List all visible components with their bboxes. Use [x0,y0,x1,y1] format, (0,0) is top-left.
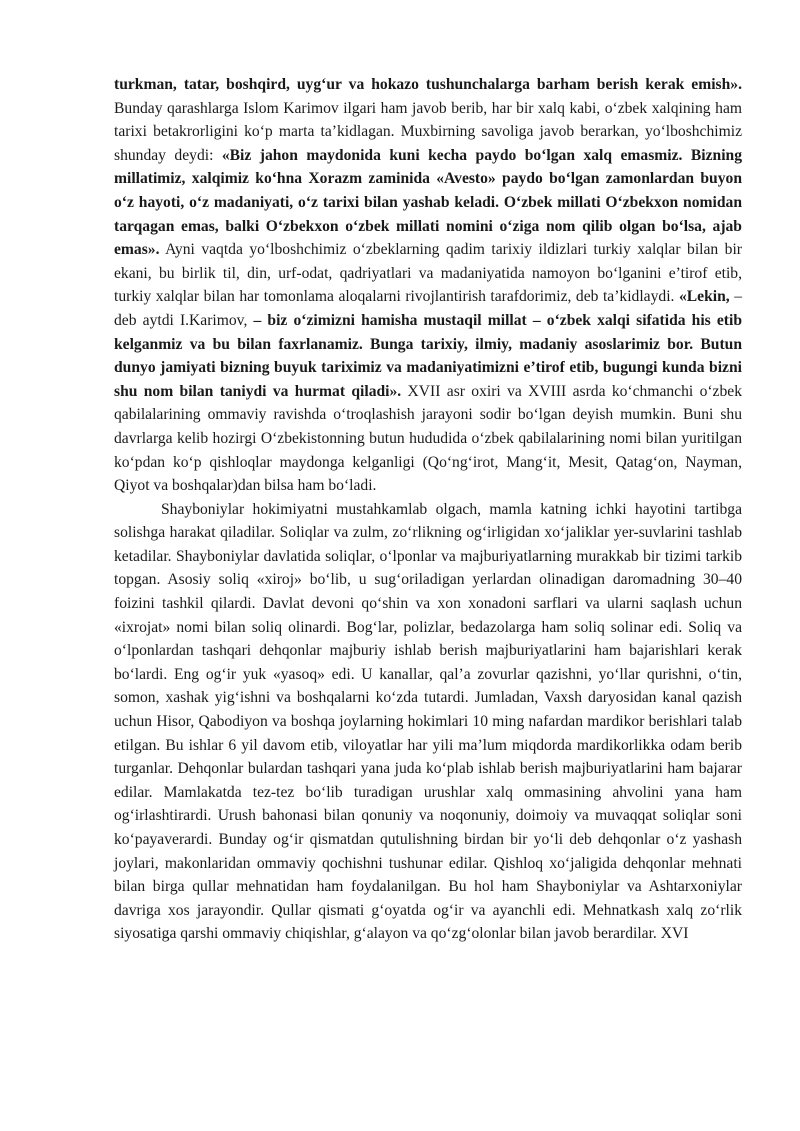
paragraph-2 [114,498,742,946]
text-run: – biz o‘zimizni hamisha mustaqil millat – o‘zbek xalqi sifatida his etib kelganmiz va bu bilan faxrlanamiz. Bunga tarixiy, ilmiy, madaniy asoslarimiz bor. Butun dunyo jamiyati bizning buyuk tariximiz va madaniyatimizni e’tirof etib, bugungi kunda bizni shu nom bilan taniydi va hurmat qiladi». [114,311,742,400]
paragraph-1 [114,73,742,498]
text-run: – deb aytdi I.Karimov, [114,288,742,329]
text-run: Bunday qarashlarga Islom Karimov ilgari ham javob berib, har bir xalq kabi, o‘zbek xalqining ham tarixi betakrorligini ko‘p marta ta’kidlagan. Muxbirning savoliga javob berarkan, yo‘lboshchimiz shunday deydi: [114,99,742,164]
text-run: XVII asr oxiri va XVIII asrda ko‘chmanchi o‘zbek qabilalarining ommaviy ravishda o‘troqlashish jarayoni sodir bo‘lgan deyish mumkin. Buni shu davrlarga kelib hozirgi O‘zbekistonning butun hududida o‘zbek qabilalarining nomi bilan yuritilgan ko‘pdan ko‘p qishloqlar maydonga kelganligi (Qo‘ng‘irot, Mang‘it, Mesit, Qatag‘on, Nayman, Qiyot va boshqalar)dan bilsa ham bo‘ladi. [114,382,742,495]
text-run: turkman, tatar, boshqird, uyg‘ur va hokazo tushunchalarga barham berish kerak emish». [114,76,742,93]
text-run: «Biz jahon maydonida kuni kecha paydo bo‘lgan xalq emasmiz. Bizning millatimiz, xalqimiz ko‘hna Xorazm zaminida «Avesto» paydo bo‘lgan zamonlardan buyon o‘z hayoti, o‘z madaniyati, o‘z tarixi bilan yashab keladi. O‘zbek millati O‘zbekxon nomidan tarqagan emas, balki O‘zbekxon o‘zbek millati nomini o‘ziga nom qilib olgan bo‘lsa, ajab emas». [114,146,742,259]
document-page [114,73,742,946]
text-run: Shayboniylar hokimiyatni mustahkamlab olgach, mamla katning ichki hayotini tartibga solishga harakat qiladilar. Soliqlar va zulm, zo‘rlikning og‘irligidan xo‘jaliklar yer-suvlarini tashlab ketadilar. Shayboniylar davlatida soliqlar, o‘lponlar va majburiyatlarning murakkab bir tizimi tarkib topgan. Asosiy soliq «xiroj» bo‘lib, u sug‘oriladigan yerlardan olinadigan daromadning 30–40 foizini tashkil qilardi. Davlat devoni qo‘shin va xon xonadoni sarflari va ularni saqlash uchun «ixrojat» nomi bilan soliq olinardi. Bog‘lar, polizlar, bedazolarga ham soliq solinar edi. Soliq va o‘lponlardan tashqari dehqonlar majburiy ishlab berish majburiyatlarini ham bajarishlari kerak bo‘lardi. Eng og‘ir yuk «yasoq» edi. U kanallar, qal’a zovurlar qazishni, yo‘llar qurishni, o‘tin, somon, xashak yig‘ishni va boshqalarni ko‘zda tutardi. Jumladan, Vaxsh daryosidan kanal qazish uchun Hisor, Qabodiyon va boshqa joylarning hokimlari 10 ming nafardan mardikor berishlari talab etilgan. Bu ishlar 6 yil davom etib, viloyatlar har yili ma’lum miqdorda mardikorlikka odam berib turganlar. Dehqonlar bulardan tashqari yana juda ko‘plab ishlab berish majburiyatlarini ham bajarar edilar. Mamlakatda tez-tez bo‘lib turadigan urushlar xalq ommasining ahvolini yana ham og‘irlashtirardi. Urush bahonasi bilan qonuniy va noqonuniy, doimoiy va muvaqqat soliqlar soni ko‘payaverardi. Bunday og‘ir qismatdan qutulishning birdan bir yo‘li deb dehqonlar o‘z yashash joylari, makonlaridan ommaviy qochishni tushunar edilar. Qishloq xo‘jaligida dehqonlar mehnati bilan birga qullar mehnatidan ham foydalanilgan. Bu hol ham Shayboniylar va Ashtarxoniylar davriga xos jarayondir. Qullar qismati g‘oyatda og‘ir va ayanchli edi. Mehnatkash xalq zo‘rlik siyosatiga qarshi ommaviy chiqishlar, g‘alayon va qo‘zg‘olonlar bilan javob berardilar. XVI [114,500,742,943]
text-run: «Lekin, [678,288,730,306]
text-run: Ayni vaqtda yo‘lboshchimiz o‘zbeklarning qadim tarixiy ildizlari turkiy xalqlar bilan bir ekani, bu birlik til, din, urf-odat, qadriyatlari va madaniyatida namoyon bo‘lganini e’tirof etib, turkiy xalqlar bilan har tomonlama aloqalarni rivojlantirish tarafdorimiz, deb ta’kidlaydi. [114,241,742,306]
